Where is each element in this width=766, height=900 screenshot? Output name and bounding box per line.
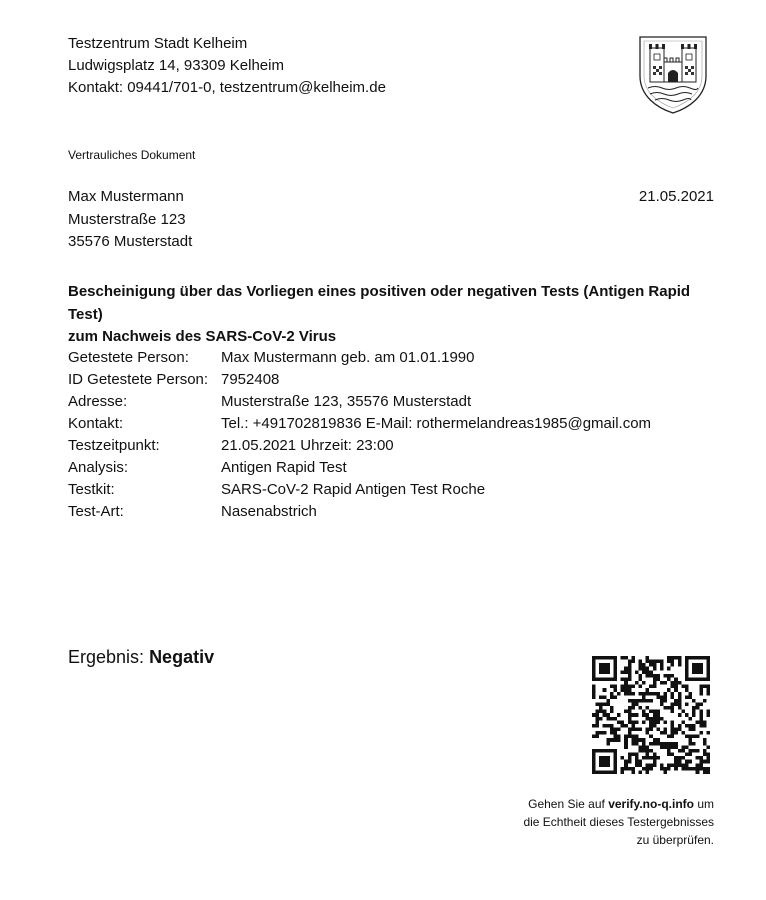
verify-link[interactable]: verify.no-q.info (608, 797, 694, 811)
recipient-city: 35576 Musterstadt (68, 233, 193, 250)
verify-prefix: Gehen Sie auf (528, 797, 605, 811)
confidential-label: Vertrauliches Dokument (68, 148, 196, 162)
detail-row (68, 457, 651, 479)
detail-row (68, 501, 651, 523)
detail-value: 21.05.2021 Uhrzeit: 23:00 (221, 437, 394, 454)
recipient-address (68, 186, 192, 254)
verification-note (523, 795, 714, 849)
sender-contact: Kontakt: 09441/701-0, testzentrum@kelheim.de (68, 79, 386, 96)
document-date: 21.05.2021 (638, 188, 714, 205)
detail-row (68, 347, 651, 369)
detail-label: Adresse: (68, 393, 128, 410)
detail-value: SARS-CoV-2 Rapid Antigen Test Roche (221, 481, 486, 498)
detail-value: Musterstraße 123, 35576 Musterstadt (221, 393, 472, 410)
verify-line-2: die Echtheit dieses Testergebnisses (523, 815, 714, 829)
detail-value: Antigen Rapid Test (221, 459, 347, 476)
detail-value: Nasenabstrich (221, 503, 317, 520)
recipient-name: Max Mustermann (68, 188, 184, 205)
result-label: Ergebnis: (68, 647, 145, 667)
qr-code-icon[interactable] (591, 656, 711, 774)
detail-row (68, 479, 651, 501)
detail-value: 7952408 (221, 371, 280, 388)
title-line-2: zum Nachweis des SARS-CoV-2 Virus (68, 328, 337, 345)
sender-block (68, 33, 386, 99)
document-title (68, 281, 728, 349)
detail-value: Max Mustermann geb. am 01.01.1990 (221, 349, 475, 366)
recipient-street: Musterstraße 123 (68, 210, 186, 228)
detail-label: Kontakt: (68, 415, 124, 432)
detail-label: Testzeitpunkt: (68, 437, 160, 454)
sender-name: Testzentrum Stadt Kelheim (68, 35, 248, 52)
test-details (68, 347, 651, 523)
detail-row (68, 413, 651, 435)
verify-line-3: zu überprüfen. (636, 833, 714, 847)
detail-row (68, 391, 651, 413)
detail-label: Analysis: (68, 459, 129, 476)
detail-value: Tel.: +491702819836 E-Mail: rothermelandreas1985@gmail.com (221, 415, 652, 432)
kelheim-crest-icon (639, 36, 707, 114)
sender-address: Ludwigsplatz 14, 93309 Kelheim (68, 57, 284, 74)
detail-label: Test-Art: (68, 503, 124, 520)
detail-row (68, 435, 651, 457)
detail-row (68, 369, 651, 391)
verify-suffix: um (697, 797, 714, 811)
result-value: Negativ (149, 647, 215, 667)
detail-label: ID Getestete Person: (68, 371, 209, 388)
test-result (68, 647, 214, 668)
detail-label: Getestete Person: (68, 349, 189, 366)
title-line-1: Bescheinigung über das Vorliegen eines positiven oder negativen Tests (Antigen Rapid Test) (68, 283, 691, 323)
detail-label: Testkit: (68, 481, 115, 498)
verify-line-1 (523, 795, 714, 813)
